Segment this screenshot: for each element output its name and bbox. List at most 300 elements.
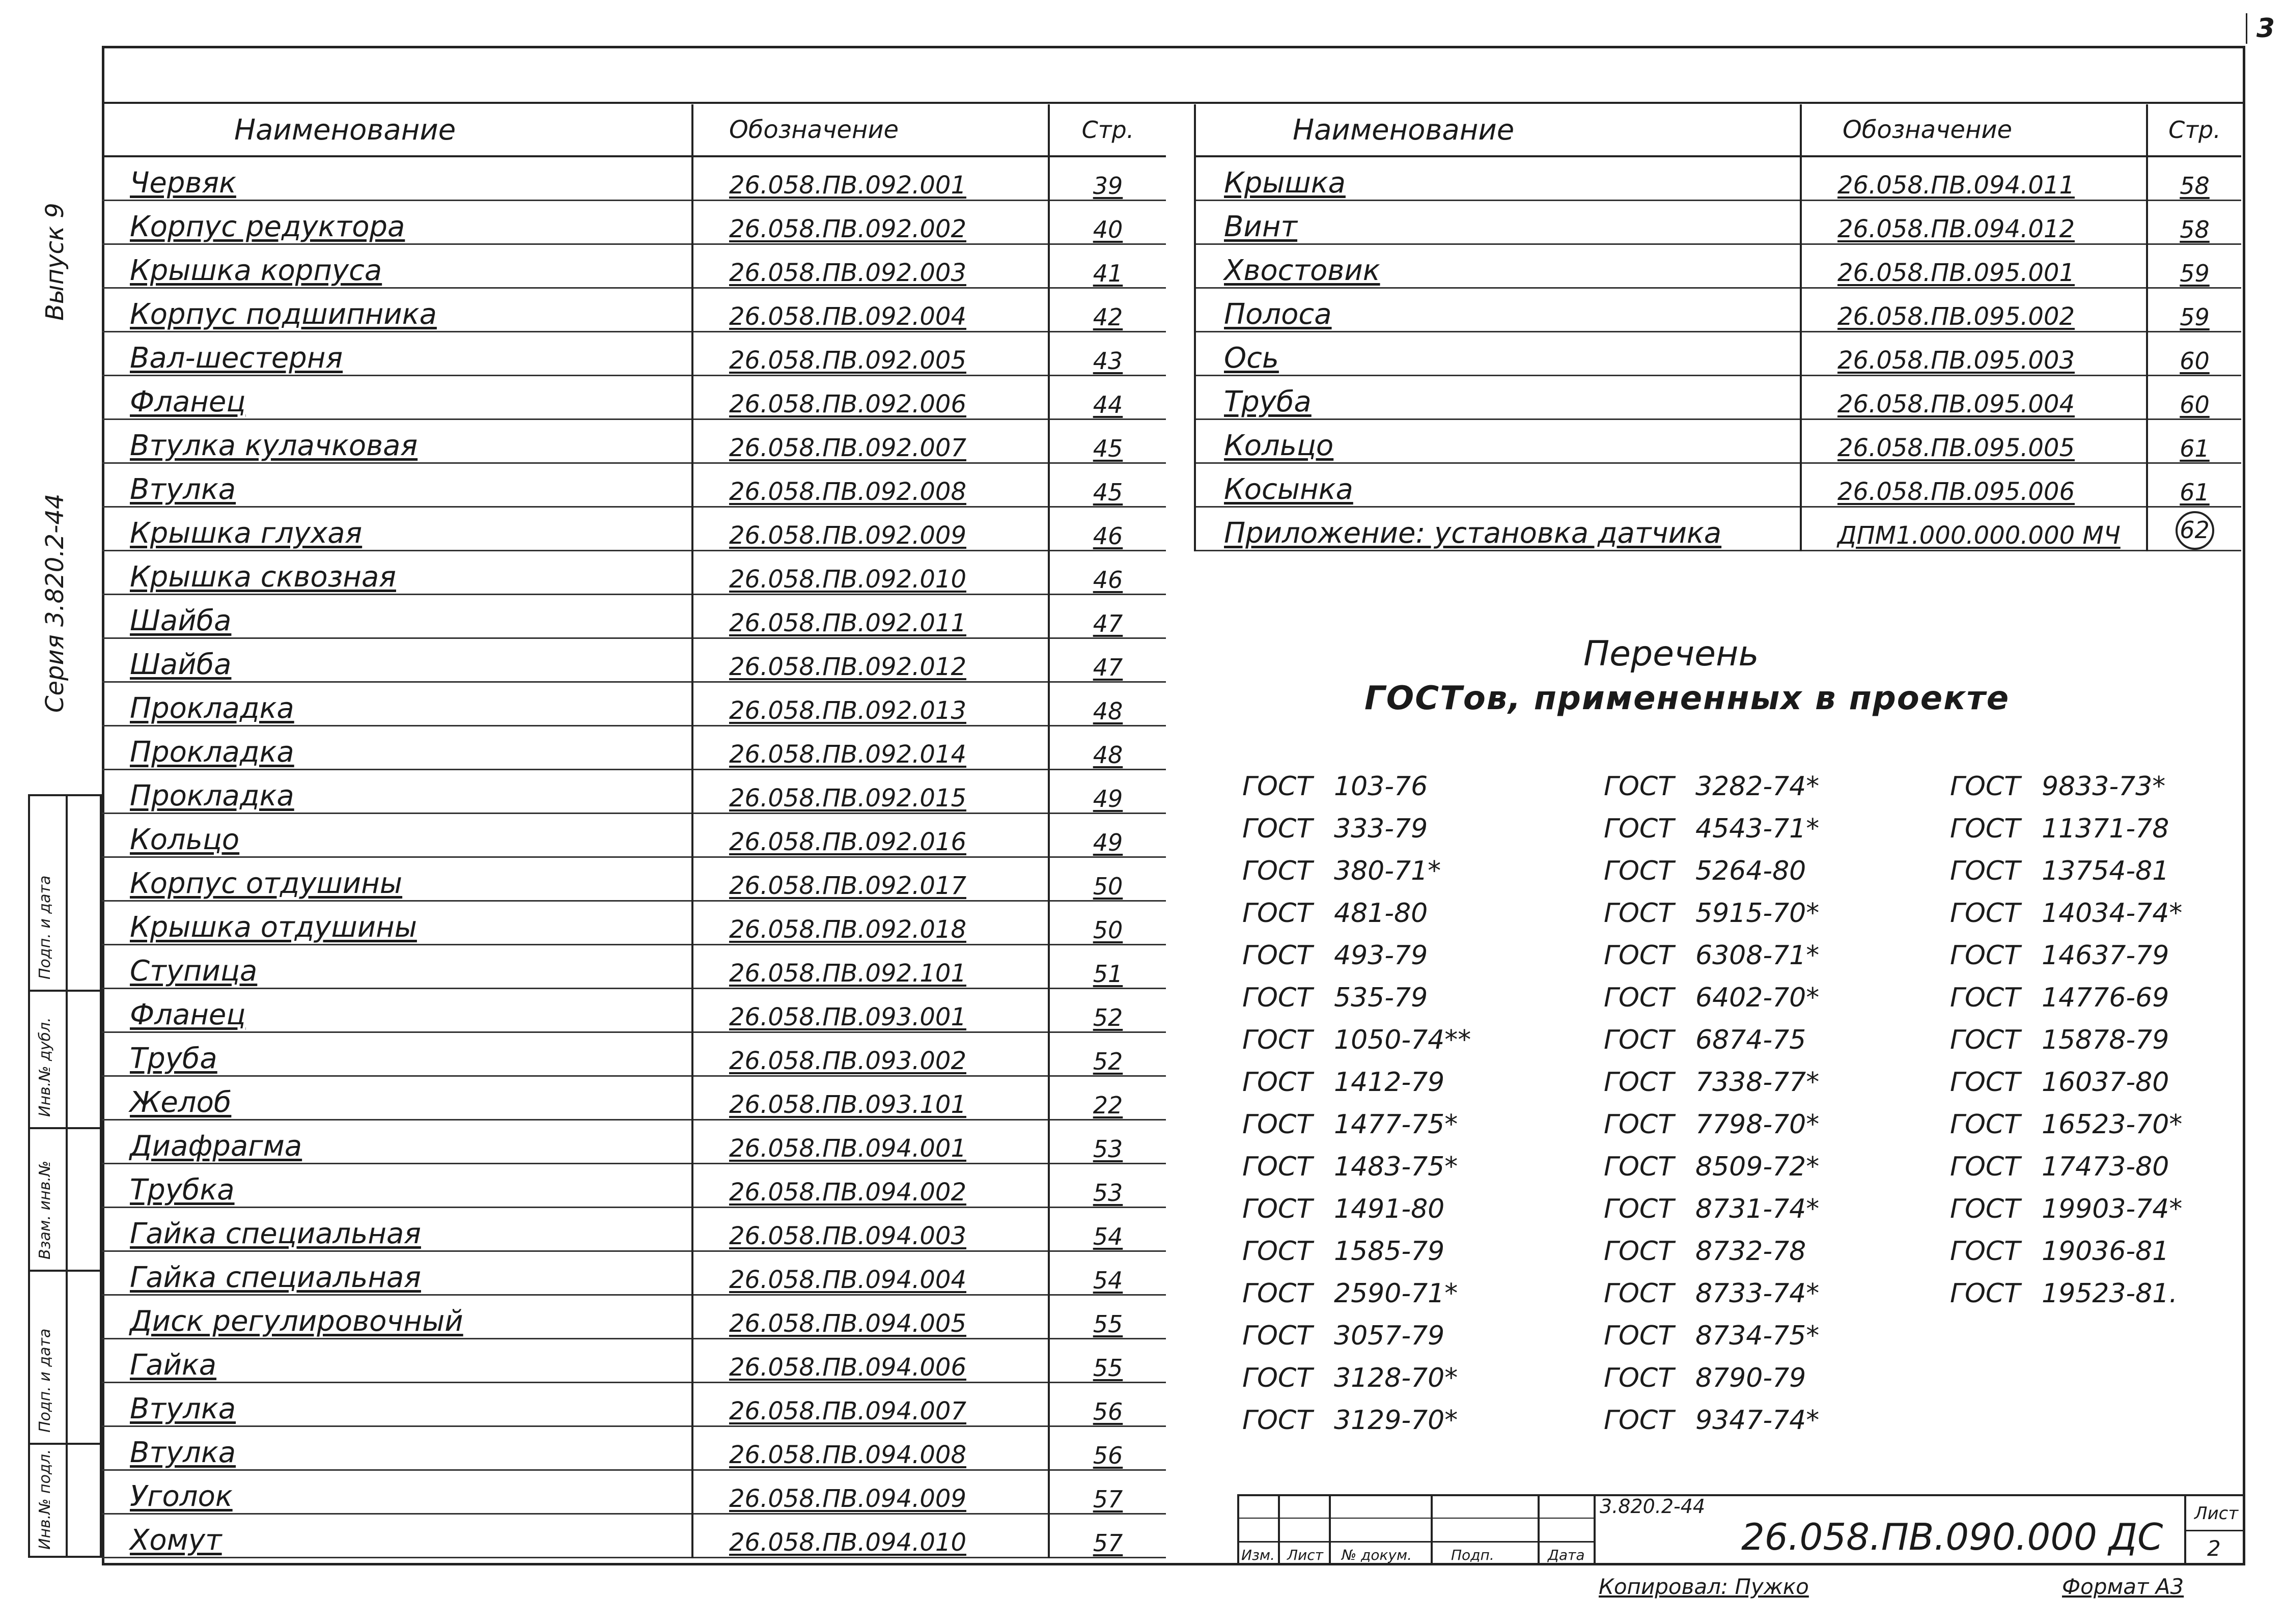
left-table-designation: 26.058.ПВ.094.002 [692, 1164, 1049, 1208]
left-table-page: 52 [1049, 1032, 1166, 1076]
left-table-page: 49 [1049, 770, 1166, 814]
left-table-designation: 26.058.ПВ.092.018 [692, 901, 1049, 945]
footer-copied: Копировал: Пужко [1599, 1574, 1809, 1599]
left-table-name: Трубка [102, 1164, 692, 1208]
left-table-row [102, 857, 1166, 901]
left-table-page: 57 [1049, 1470, 1166, 1514]
gost-entry [1242, 1405, 1458, 1436]
gost-entry [1242, 856, 1441, 886]
header-page-right: Стр. [2147, 104, 2241, 156]
gost-prefix: ГОСТ [1604, 1194, 1674, 1224]
left-table-designation: 26.058.ПВ.092.017 [692, 857, 1049, 901]
gost-prefix: ГОСТ [1950, 856, 2020, 886]
gost-number: 4543-71* [1695, 814, 1820, 844]
gost-prefix: ГОСТ [1604, 1067, 1674, 1098]
stamp-label-3: Взам. инв.№ [36, 1160, 54, 1259]
gost-entry [1950, 1236, 2169, 1267]
gost-prefix: ГОСТ [1604, 771, 1674, 802]
gost-entry [1604, 940, 1819, 971]
left-table-row [102, 726, 1166, 770]
left-table-name: Крышка отдушины [102, 901, 692, 945]
left-table-row [102, 376, 1166, 419]
gost-prefix: ГОСТ [1242, 856, 1313, 886]
left-table-designation: 26.058.ПВ.092.002 [692, 201, 1049, 244]
gost-number: 5264-80 [1695, 856, 1806, 886]
left-table-designation: 26.058.ПВ.094.001 [692, 1120, 1049, 1164]
left-table-designation: 26.058.ПВ.092.005 [692, 332, 1049, 376]
tb-col-izm: Изм. [1241, 1547, 1275, 1563]
gost-number: 1412-79 [1334, 1067, 1445, 1098]
gost-prefix: ГОСТ [1604, 1025, 1674, 1055]
left-table-row [102, 1164, 1166, 1208]
left-table-designation: 26.058.ПВ.093.002 [692, 1032, 1049, 1076]
right-table-row [1195, 332, 2241, 376]
gost-number: 19523-81. [2042, 1278, 2178, 1309]
gost-number: 19036-81 [2042, 1236, 2169, 1267]
left-table-row [102, 638, 1166, 682]
tb-col-data: Дата [1548, 1547, 1585, 1563]
left-table-name: Шайба [102, 595, 692, 638]
gost-prefix: ГОСТ [1604, 1278, 1674, 1309]
gost-prefix: ГОСТ [1242, 1109, 1313, 1140]
gost-number: 7338-77* [1695, 1067, 1820, 1098]
gost-entry [1604, 1405, 1819, 1436]
left-table-page: 45 [1049, 419, 1166, 463]
gost-number: 5915-70* [1695, 898, 1820, 929]
left-table-page: 46 [1049, 507, 1166, 551]
gost-number: 380-71* [1334, 856, 1441, 886]
left-table-header [102, 104, 1166, 156]
gost-number: 14637-79 [2042, 940, 2169, 971]
title-block [1237, 1494, 2245, 1565]
left-table-row [102, 682, 1166, 726]
left-table-page: 55 [1049, 1339, 1166, 1383]
right-table-page: 60 [2147, 376, 2241, 419]
left-table-row [102, 1208, 1166, 1251]
gost-number: 8731-74* [1695, 1194, 1820, 1224]
left-table-name: Втулка кулачковая [102, 419, 692, 463]
gost-number: 13754-81 [2042, 856, 2169, 886]
header-designation: Обозначение [692, 104, 1049, 156]
right-table-page [2147, 507, 2241, 551]
gost-number: 8790-79 [1695, 1363, 1806, 1393]
gost-entry [1950, 898, 2182, 929]
gost-entry [1242, 1321, 1444, 1351]
gost-number: 6874-75 [1695, 1025, 1806, 1055]
tb-col-podp: Подп. [1451, 1547, 1494, 1563]
gost-prefix: ГОСТ [1950, 1278, 2020, 1309]
left-table-row [102, 507, 1166, 551]
left-table-row [102, 1120, 1166, 1164]
gost-entry [1242, 940, 1428, 971]
right-table-row [1195, 156, 2241, 201]
gost-number: 535-79 [1334, 983, 1428, 1013]
header-designation-right: Обозначение [1801, 104, 2147, 156]
gost-number: 1477-75* [1334, 1109, 1458, 1140]
right-table-page: 61 [2147, 419, 2241, 463]
gost-prefix: ГОСТ [1604, 814, 1674, 844]
left-table-designation: 26.058.ПВ.093.001 [692, 989, 1049, 1032]
left-table-designation: 26.058.ПВ.092.004 [692, 288, 1049, 332]
gost-title-line2: ГОСТов, примененных в проекте [1364, 680, 2010, 717]
gost-prefix: ГОСТ [1242, 1236, 1313, 1267]
gost-number: 19903-74* [2042, 1194, 2183, 1224]
gost-prefix: ГОСТ [1950, 1025, 2020, 1055]
left-table-designation: 26.058.ПВ.092.008 [692, 463, 1049, 507]
left-table-designation: 26.058.ПВ.092.014 [692, 726, 1049, 770]
gost-number: 6402-70* [1695, 983, 1820, 1013]
right-table-row [1195, 244, 2241, 288]
gost-prefix: ГОСТ [1242, 1363, 1313, 1393]
right-table-row [1195, 288, 2241, 332]
right-table-designation: 26.058.ПВ.094.012 [1801, 201, 2147, 244]
left-table-designation: 26.058.ПВ.092.011 [692, 595, 1049, 638]
gost-number: 14034-74* [2042, 898, 2183, 929]
gost-prefix: ГОСТ [1242, 1405, 1313, 1436]
left-table-row [102, 1032, 1166, 1076]
left-table-name: Гайка специальная [102, 1251, 692, 1295]
left-table-name: Фланец [102, 376, 692, 419]
left-table-row [102, 1295, 1166, 1339]
right-table-page: 60 [2147, 332, 2241, 376]
left-table-row [102, 1514, 1166, 1558]
left-table-name: Хомут [102, 1514, 692, 1558]
gost-prefix: ГОСТ [1950, 1194, 2020, 1224]
gost-number: 15878-79 [2042, 1025, 2169, 1055]
gost-entry [1604, 1236, 1806, 1267]
tb-col-list: Лист [1287, 1547, 1323, 1563]
left-table-name: Гайка [102, 1339, 692, 1383]
left-table-page: 54 [1049, 1208, 1166, 1251]
gost-entry [1242, 1278, 1458, 1309]
left-table-page: 53 [1049, 1164, 1166, 1208]
gost-number: 3282-74* [1695, 771, 1820, 802]
gost-prefix: ГОСТ [1950, 814, 2020, 844]
left-table-designation: 26.058.ПВ.094.010 [692, 1514, 1049, 1558]
left-table-name: Диск регулировочный [102, 1295, 692, 1339]
left-table-name: Корпус редуктора [102, 201, 692, 244]
left-table-page: 57 [1049, 1514, 1166, 1558]
gost-prefix: ГОСТ [1950, 1236, 2020, 1267]
gost-entry [1950, 1109, 2182, 1140]
footer-format: Формат А3 [2062, 1574, 2184, 1599]
gost-number: 1491-80 [1334, 1194, 1445, 1224]
left-table-designation: 26.058.ПВ.092.013 [692, 682, 1049, 726]
left-table-row [102, 463, 1166, 507]
left-table-row [102, 1251, 1166, 1295]
gost-prefix: ГОСТ [1604, 1236, 1674, 1267]
gost-entry [1950, 771, 2165, 802]
right-table-name: Крышка [1195, 156, 1801, 201]
left-table-row [102, 1470, 1166, 1514]
gost-entry [1950, 983, 2169, 1013]
right-table-row [1195, 419, 2241, 463]
stamp-label-4: Подп. и дата [36, 1328, 54, 1433]
left-table-page: 50 [1049, 901, 1166, 945]
side-vypusk: Выпуск 9 [41, 203, 69, 321]
left-table-row [102, 332, 1166, 376]
left-table-page: 39 [1049, 156, 1166, 201]
left-table-row [102, 901, 1166, 945]
left-table-page: 40 [1049, 201, 1166, 244]
left-table-name: Крышка сквозная [102, 551, 692, 595]
gost-prefix: ГОСТ [1604, 898, 1674, 929]
left-table-page: 56 [1049, 1426, 1166, 1470]
left-table-page: 41 [1049, 244, 1166, 288]
gost-entry [1950, 1025, 2169, 1055]
right-table-name: Кольцо [1195, 419, 1801, 463]
gost-entry [1242, 1025, 1471, 1055]
gost-entry [1242, 898, 1428, 929]
left-table-name: Диафрагма [102, 1120, 692, 1164]
left-table-page: 53 [1049, 1120, 1166, 1164]
gost-prefix: ГОСТ [1242, 1152, 1313, 1182]
gost-entry [1242, 1236, 1444, 1267]
right-table-header [1195, 104, 2241, 156]
left-table-name: Гайка специальная [102, 1208, 692, 1251]
left-table-name: Прокладка [102, 682, 692, 726]
left-table-name: Фланец [102, 989, 692, 1032]
right-table-row [1195, 376, 2241, 419]
gost-prefix: ГОСТ [1950, 940, 2020, 971]
gost-entry [1950, 1067, 2169, 1098]
gost-entry [1242, 983, 1428, 1013]
gost-number: 8732-78 [1695, 1236, 1806, 1267]
gost-entry [1242, 771, 1428, 802]
gost-entry [1604, 814, 1819, 844]
right-table-page: 59 [2147, 288, 2241, 332]
left-table-name: Прокладка [102, 726, 692, 770]
top-strip-line [102, 102, 2245, 104]
left-table-designation: 26.058.ПВ.094.004 [692, 1251, 1049, 1295]
right-table-name: Винт [1195, 201, 1801, 244]
left-table-name: Втулка [102, 1426, 692, 1470]
gost-prefix: ГОСТ [1242, 898, 1313, 929]
left-table-row [102, 244, 1166, 288]
left-table-row [102, 419, 1166, 463]
left-table-page: 50 [1049, 857, 1166, 901]
left-table-name: Ступица [102, 945, 692, 989]
gost-prefix: ГОСТ [1950, 1067, 2020, 1098]
gost-entry [1604, 1363, 1806, 1393]
right-table-page: 59 [2147, 244, 2241, 288]
gost-number: 16523-70* [2042, 1109, 2183, 1140]
left-table-designation: 26.058.ПВ.092.101 [692, 945, 1049, 989]
right-table-name: Ось [1195, 332, 1801, 376]
right-table-page: 58 [2147, 156, 2241, 201]
left-table-designation: 26.058.ПВ.093.101 [692, 1076, 1049, 1120]
gost-prefix: ГОСТ [1242, 940, 1313, 971]
gost-entry [1950, 940, 2169, 971]
gost-number: 8734-75* [1695, 1321, 1820, 1351]
gost-number: 16037-80 [2042, 1067, 2169, 1098]
gost-entry [1604, 856, 1806, 886]
left-table-row [102, 1426, 1166, 1470]
left-table-designation: 26.058.ПВ.092.009 [692, 507, 1049, 551]
gost-number: 481-80 [1334, 898, 1428, 929]
gost-number: 103-76 [1334, 771, 1428, 802]
gost-prefix: ГОСТ [1604, 1152, 1674, 1182]
gost-entry [1604, 1109, 1819, 1140]
gost-prefix: ГОСТ [1604, 856, 1674, 886]
gost-prefix: ГОСТ [1950, 1109, 2020, 1140]
gost-number: 1483-75* [1334, 1152, 1458, 1182]
right-table-designation: 26.058.ПВ.095.001 [1801, 244, 2147, 288]
left-table-page: 47 [1049, 638, 1166, 682]
left-table-designation: 26.058.ПВ.094.009 [692, 1470, 1049, 1514]
left-table-page: 51 [1049, 945, 1166, 989]
gost-entry [1604, 1025, 1806, 1055]
gost-entry [1242, 1067, 1444, 1098]
left-table-designation: 26.058.ПВ.092.012 [692, 638, 1049, 682]
gost-number: 7798-70* [1695, 1109, 1820, 1140]
right-table-name: Хвостовик [1195, 244, 1801, 288]
gost-entry [1604, 1321, 1819, 1351]
gost-entry [1242, 1194, 1444, 1224]
left-table-designation: 26.058.ПВ.092.015 [692, 770, 1049, 814]
left-table-name: Шайба [102, 638, 692, 682]
gost-number: 8509-72* [1695, 1152, 1820, 1182]
left-table-page: 42 [1049, 288, 1166, 332]
left-table-page: 45 [1049, 463, 1166, 507]
gost-number: 3128-70* [1334, 1363, 1458, 1393]
gost-number: 3129-70* [1334, 1405, 1458, 1436]
right-table-designation: 26.058.ПВ.095.003 [1801, 332, 2147, 376]
gost-number: 17473-80 [2042, 1152, 2169, 1182]
gost-number: 9347-74* [1695, 1405, 1820, 1436]
gost-prefix: ГОСТ [1242, 983, 1313, 1013]
gost-number: 1585-79 [1334, 1236, 1445, 1267]
right-table-row [1195, 463, 2241, 507]
gost-number: 11371-78 [2042, 814, 2169, 844]
right-table-row [1195, 507, 2241, 551]
left-table-page: 49 [1049, 814, 1166, 857]
gost-entry [1950, 1194, 2182, 1224]
gost-prefix: ГОСТ [1950, 771, 2020, 802]
gost-entry [1604, 1067, 1819, 1098]
left-table-row [102, 945, 1166, 989]
left-table-name: Втулка [102, 463, 692, 507]
gost-prefix: ГОСТ [1242, 1321, 1313, 1351]
left-table-page: 47 [1049, 595, 1166, 638]
gost-prefix: ГОСТ [1604, 1109, 1674, 1140]
left-table-row [102, 156, 1166, 201]
gost-prefix: ГОСТ [1604, 1405, 1674, 1436]
gost-prefix: ГОСТ [1950, 983, 2020, 1013]
left-table-row [102, 989, 1166, 1032]
gost-entry [1950, 856, 2169, 886]
gost-entry [1950, 1278, 2178, 1309]
gost-entry [1950, 814, 2169, 844]
stamp-label-2: Инв.№ дубл. [36, 1017, 54, 1117]
left-table-row [102, 1339, 1166, 1383]
left-table-page: 46 [1049, 551, 1166, 595]
left-table-designation: 26.058.ПВ.092.007 [692, 419, 1049, 463]
left-table-name: Крышка корпуса [102, 244, 692, 288]
left-table-designation: 26.058.ПВ.094.006 [692, 1339, 1049, 1383]
left-table-page: 52 [1049, 989, 1166, 1032]
gost-prefix: ГОСТ [1242, 1067, 1313, 1098]
stamp-label-1: Подп. и дата [36, 875, 54, 979]
gost-entry [1604, 771, 1819, 802]
left-table-row [102, 814, 1166, 857]
circled-page-number: 62 [2176, 511, 2214, 550]
left-table-designation: 26.058.ПВ.092.006 [692, 376, 1049, 419]
gost-prefix: ГОСТ [1604, 1321, 1674, 1351]
gost-entry [1604, 1278, 1819, 1309]
left-table-page: 55 [1049, 1295, 1166, 1339]
right-table-designation: 26.058.ПВ.095.002 [1801, 288, 2147, 332]
gost-prefix: ГОСТ [1604, 983, 1674, 1013]
right-table-designation: 26.058.ПВ.094.011 [1801, 156, 2147, 201]
tb-col-docnum: № докум. [1342, 1547, 1412, 1563]
gost-entry [1604, 983, 1819, 1013]
left-table-page: 54 [1049, 1251, 1166, 1295]
right-table-name: Приложение: установка датчика [1195, 507, 1801, 551]
gost-number: 493-79 [1334, 940, 1428, 971]
gost-number: 333-79 [1334, 814, 1428, 844]
gost-entry [1604, 1194, 1819, 1224]
gost-number: 9833-73* [2042, 771, 2166, 802]
right-table-designation: 26.058.ПВ.095.006 [1801, 463, 2147, 507]
left-table-name: Труба [102, 1032, 692, 1076]
left-table-designation: 26.058.ПВ.094.008 [692, 1426, 1049, 1470]
gost-prefix: ГОСТ [1242, 1278, 1313, 1309]
left-table-page: 22 [1049, 1076, 1166, 1120]
left-table-designation: 26.058.ПВ.094.007 [692, 1383, 1049, 1426]
left-table-name: Крышка глухая [102, 507, 692, 551]
left-table-row [102, 288, 1166, 332]
left-table-designation: 26.058.ПВ.094.005 [692, 1295, 1049, 1339]
left-table-name: Втулка [102, 1383, 692, 1426]
tb-sheet-number: 2 [2207, 1536, 2221, 1561]
stamp-label-5: Инв.№ подл. [36, 1449, 54, 1550]
gost-prefix: ГОСТ [1604, 940, 1674, 971]
left-stamp [28, 794, 102, 1558]
right-table-name: Полоса [1195, 288, 1801, 332]
left-parts-table [102, 104, 1166, 1558]
gost-number: 2590-71* [1334, 1278, 1458, 1309]
left-table-name: Корпус подшипника [102, 288, 692, 332]
header-page: Стр. [1049, 104, 1166, 156]
left-table-row [102, 551, 1166, 595]
right-table-row [1195, 201, 2241, 244]
left-table-name: Корпус отдушины [102, 857, 692, 901]
gost-prefix: ГОСТ [1242, 771, 1313, 802]
right-table-name: Труба [1195, 376, 1801, 419]
gost-prefix: ГОСТ [1950, 1152, 2020, 1182]
gost-number: 6308-71* [1695, 940, 1820, 971]
left-table-designation: 26.058.ПВ.092.016 [692, 814, 1049, 857]
gost-number: 3057-79 [1334, 1321, 1445, 1351]
right-table-name: Косынка [1195, 463, 1801, 507]
left-table-name: Вал-шестерня [102, 332, 692, 376]
gost-number: 8733-74* [1695, 1278, 1820, 1309]
right-table-designation: ДПМ1.000.000.000 МЧ [1801, 507, 2147, 551]
gost-prefix: ГОСТ [1242, 1025, 1313, 1055]
left-table-designation: 26.058.ПВ.092.010 [692, 551, 1049, 595]
left-table-page: 48 [1049, 682, 1166, 726]
gost-entry [1242, 1109, 1458, 1140]
gost-title-line1: Перечень [1583, 634, 1759, 674]
left-table-row [102, 1383, 1166, 1426]
gost-entry [1242, 1152, 1458, 1182]
left-table-page: 43 [1049, 332, 1166, 376]
gost-entry [1604, 898, 1819, 929]
gost-entry [1950, 1152, 2169, 1182]
left-table-page: 44 [1049, 376, 1166, 419]
gost-entry [1604, 1152, 1819, 1182]
